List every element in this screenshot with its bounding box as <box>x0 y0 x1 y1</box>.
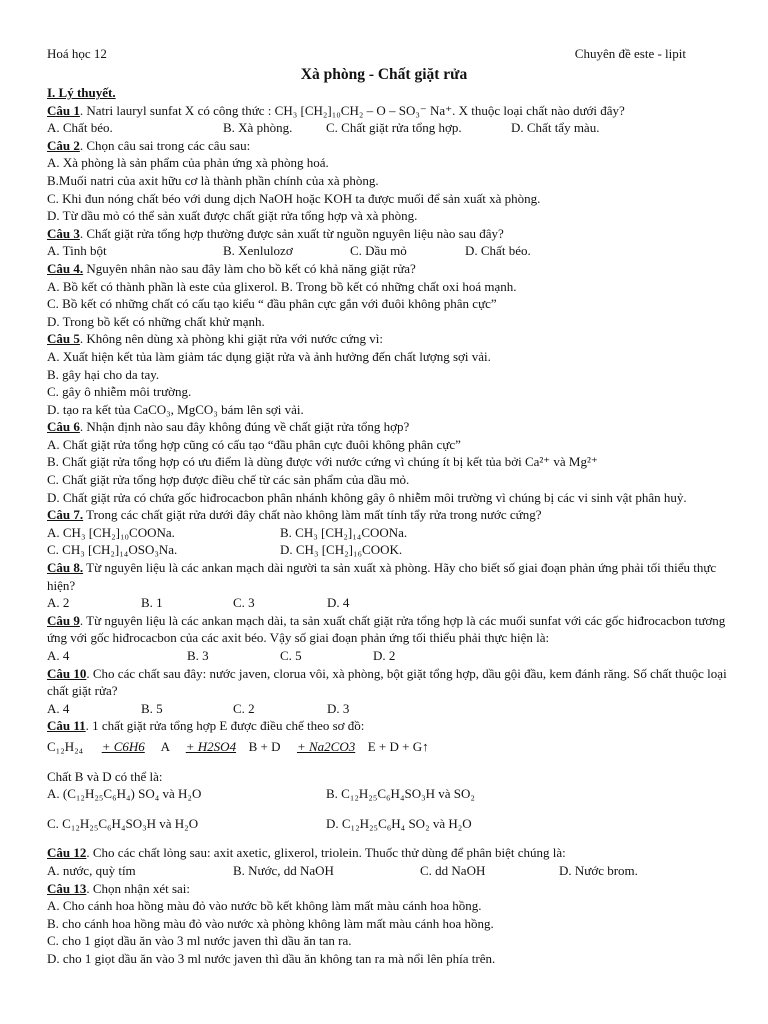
question-text: . Cho các chất sau đây: nước javen, clorua vôi, xà phòng, bột giặt tổng hợp, dầu gội đầu, kem đánh răng. Số chất thuộc loại chất giặt rửa? <box>47 665 727 699</box>
content <box>47 84 727 968</box>
option-c: C. C₁₂H₂₅C₆H₄SO₃H và H₂O <box>47 815 199 831</box>
question-text: . Chọn nhận xét sai: <box>86 880 191 896</box>
q2-line-b: B.Muối natri của axit hữu cơ là thành phần chính của xà phòng. <box>47 172 379 188</box>
option-c: C. Dầu mỏ <box>350 243 407 259</box>
q12-options <box>47 862 727 880</box>
question-label: Câu 9 <box>47 612 80 628</box>
q13-line-b: B. cho cánh hoa hồng màu đỏ vào nước xà phòng không làm mất màu cánh hoa hồng. <box>47 915 494 931</box>
option-b: B. C₁₂H₂₅C₆H₄SO₃H và SO₂ <box>326 786 475 802</box>
question-text: Từ nguyên liệu là các ankan mạch dài người ta sản xuất xà phòng. Hãy cho biết số giai đoạn phản ứng phải tối thiểu thực hiện? <box>47 560 717 593</box>
question-label: Câu 12 <box>47 845 87 861</box>
q6-line-b: B. Chất giặt rửa tổng hợp có ưu điểm là dùng được với nước cứng vì chúng ít bị kết tủa bởi Ca²⁺ và Mg²⁺ <box>47 454 598 470</box>
q11-options-ab <box>47 785 727 803</box>
option-b: B. CH₃ [CH₂]₁₄COONa. <box>280 524 408 540</box>
option-c: C. dd NaOH <box>420 862 486 878</box>
option-c: C. 3 <box>233 595 255 611</box>
question-label: Câu 13 <box>47 880 87 896</box>
option-b: B. 3 <box>187 648 209 663</box>
q11-question: Chất B và D có thể là: <box>47 768 163 784</box>
scheme-product-2: B + D <box>248 738 281 754</box>
option-d: D. 3 <box>327 700 350 716</box>
q8-options <box>47 594 727 612</box>
q4-line-ab: A. Bồ kết có thành phần là este của glixerol. B. Trong bồ kết có những chất oxi hoá mạnh. <box>47 278 517 294</box>
question-text: . Natri lauryl sunfat X có công thức : CH₃ [CH₂]₁₀CH₂ – O – SO₃⁻ Na⁺. X thuộc loại chất nào dưới đây? <box>79 102 625 118</box>
reaction-scheme <box>47 738 727 756</box>
q13-line-c: C. cho 1 giọt dầu ăn vào 3 ml nước javen thì dầu ăn tan ra. <box>47 933 352 949</box>
option-a: A. CH₃ [CH₂]₁₀COONa. <box>47 524 175 540</box>
option-a: A. nước, quỳ tím <box>47 862 136 878</box>
question-1 <box>47 102 727 120</box>
option-c: C. Chất giặt rửa tổng hợp. <box>326 120 462 136</box>
q7-options-cd <box>47 541 727 559</box>
question-8 <box>47 559 727 594</box>
question-text: . 1 chất giặt rửa tổng hợp E được điều chế theo sơ đồ: <box>85 718 365 734</box>
option-d: D. C₁₂H₂₅C₆H₄ SO₂ và H₂O <box>326 815 472 831</box>
question-text: . Chất giặt rửa tổng hợp thường được sản xuất từ nguồn nguyên liệu nào sau đây? <box>79 225 504 241</box>
option-a: A. 4 <box>47 648 70 663</box>
q6-line-d: D. Chất giặt rửa có chứa gốc hiđrocacbon phân nhánh không gây ô nhiễm môi trường vì chúng bị các vi sinh vật phân huỷ. <box>47 489 687 505</box>
q5-line-c: C. gây ô nhiễm môi trường. <box>47 384 192 400</box>
q6-line-c: C. Chất giặt rửa tổng hợp được điều chế từ các sản phẩm của dầu mỏ. <box>47 472 410 488</box>
option-b: B. Nước, dd NaOH <box>233 862 334 878</box>
scheme-reagent-2: + H2SO4 <box>185 738 237 754</box>
question-label: Câu 5 <box>47 331 80 347</box>
q11-options-cd <box>47 815 727 833</box>
option-d: D. Chất béo. <box>465 243 531 259</box>
question-label: Câu 4. <box>47 260 84 276</box>
question-12 <box>47 844 727 862</box>
question-text: . Chọn câu sai trong các câu sau: <box>79 137 251 153</box>
question-10 <box>47 665 727 700</box>
question-label: Câu 7. <box>47 507 84 523</box>
scheme-product-1: A <box>160 738 170 754</box>
question-text: Nguyên nhân nào sau đây làm cho bồ kết có khả năng giặt rửa? <box>83 260 416 276</box>
question-4 <box>47 260 727 278</box>
q10-options <box>47 700 727 718</box>
scheme-reagent-1: + C6H6 <box>101 738 145 754</box>
option-c: C. 2 <box>233 700 255 716</box>
header-right: Chuyên đề este - lipit <box>574 46 686 61</box>
question-label: Câu 8. <box>47 560 84 576</box>
option-c: C. 5 <box>280 648 302 663</box>
q4-line-c: C. Bồ kết có những chất có cấu tạo kiểu “ đầu phân cực gắn với đuôi không phân cực” <box>47 296 497 312</box>
q5-line-b: B. gây hại cho da tay. <box>47 366 160 382</box>
question-13 <box>47 880 727 898</box>
option-d: D. Chất tẩy màu. <box>511 120 600 136</box>
option-a: A. Chất béo. <box>47 120 113 136</box>
option-b: B. 1 <box>141 595 163 611</box>
question-text: . Cho các chất lỏng sau: axit axetic, glixerol, triolein. Thuốc thử dùng để phân biệt chúng là: <box>86 845 566 861</box>
question-9 <box>47 612 727 647</box>
option-a: A. 4 <box>47 700 70 716</box>
q3-options <box>47 242 727 260</box>
q4-line-d: D. Trong bồ kết có những chất khử mạnh. <box>47 313 265 329</box>
option-a: A. 2 <box>47 595 70 611</box>
q5-line-d: D. tạo ra kết tủa CaCO₃, MgCO₃ bám lên sợi vải. <box>47 401 304 417</box>
question-text: . Không nên dùng xà phòng khi giặt rửa với nước cứng vì: <box>79 331 384 347</box>
question-11 <box>47 717 727 735</box>
question-label: Câu 11 <box>47 718 86 734</box>
question-label: Câu 1 <box>47 102 80 118</box>
q2-line-c: C. Khi đun nóng chất béo với dung dịch NaOH hoặc KOH ta được muối để sản xuất xà phòng. <box>47 190 541 206</box>
q1-options <box>47 119 727 137</box>
option-d: D. 4 <box>327 595 350 611</box>
question-text: . Nhận định nào sau đây không đúng về chất giặt rửa tổng hợp? <box>79 419 410 435</box>
option-d: D. Nước brom. <box>559 862 638 878</box>
question-5 <box>47 330 727 348</box>
option-c: C. CH₃ [CH₂]₁₄OSO₃Na. <box>47 542 178 558</box>
q7-options-ab <box>47 524 727 542</box>
option-b: B. 5 <box>141 700 163 716</box>
question-text: . Từ nguyên liệu là các ankan mạch dài, ta sản xuất chất giặt rửa tổng hợp là các muối sunfat với các gốc hiđrocacbon tương ứng với gốc hiđrocacbon của các axit béo. Vậy số giai đoạn phản ứng tối thiểu phải thực hiện là: <box>47 612 726 646</box>
option-a: A. Tinh bột <box>47 243 107 259</box>
q2-line-a: A. Xà phòng là sản phẩm của phản ứng xà phòng hoá. <box>47 155 329 171</box>
question-label: Câu 6 <box>47 419 80 435</box>
q13-line-d: D. cho 1 giọt dầu ăn vào 3 ml nước javen thì dầu ăn không tan ra mà nổi lên phía trên. <box>47 950 496 966</box>
question-2 <box>47 137 727 155</box>
option-b: B. Xenlulozơ <box>223 243 293 259</box>
option-a: A. (C₁₂H₂₅C₆H₄) SO₄ và H₂O <box>47 786 202 802</box>
q9-options <box>47 647 727 665</box>
q2-line-d: D. Từ dầu mỏ có thể sản xuất được chất giặt rửa tổng hợp và xà phòng. <box>47 208 418 224</box>
question-label: Câu 10 <box>47 665 87 681</box>
section-heading: I. Lý thuyết. <box>47 85 116 100</box>
question-label: Câu 3 <box>47 225 80 241</box>
page-title: Xà phòng - Chất giặt rửa <box>300 66 468 83</box>
scheme-product-3: E + D + G↑ <box>367 738 429 754</box>
question-label: Câu 2 <box>47 137 80 153</box>
option-d: D. 2 <box>373 648 396 663</box>
scheme-start: C₁₂H₂₄ <box>47 738 84 754</box>
question-6 <box>47 418 727 436</box>
option-b: B. Xà phòng. <box>223 120 293 136</box>
q6-line-a: A. Chất giặt rửa tổng hợp cũng có cấu tạo “đầu phân cực đuôi không phân cực” <box>47 436 461 452</box>
option-d: D. CH₃ [CH₂]₁₆COOK. <box>280 542 403 558</box>
header-left: Hoá học 12 <box>47 46 107 61</box>
question-7 <box>47 506 727 524</box>
scheme-reagent-3: + Na2CO3 <box>296 738 356 754</box>
question-3 <box>47 225 727 243</box>
q5-line-a: A. Xuất hiện kết tủa làm giảm tác dụng giặt rửa và ảnh hưởng đến chất lượng sợi vải. <box>47 348 491 364</box>
q13-line-a: A. Cho cánh hoa hồng màu đỏ vào nước bồ kết không làm mất màu cánh hoa hồng. <box>47 898 482 914</box>
question-text: Trong các chất giặt rửa dưới đây chất nào không làm mất tính tẩy rửa trong nước cứng? <box>83 507 542 523</box>
